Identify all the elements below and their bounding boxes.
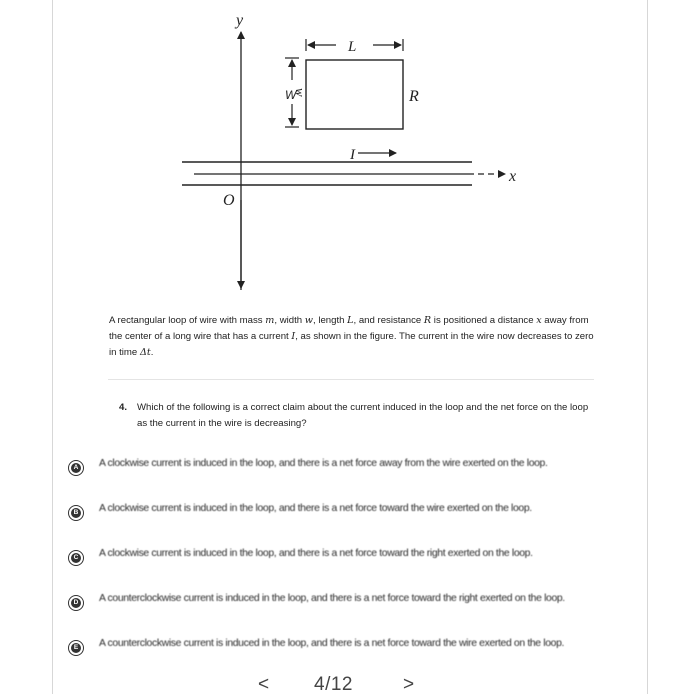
- choice-d-radio[interactable]: D: [68, 595, 84, 611]
- page-counter: 4/12: [314, 674, 353, 695]
- pagination: [228, 668, 428, 694]
- var-x: x: [536, 315, 542, 326]
- choice-a-radio[interactable]: A: [68, 460, 84, 476]
- var-L: L: [347, 315, 354, 326]
- prev-page-button[interactable]: <: [258, 674, 270, 695]
- width-label: W: [285, 88, 297, 102]
- choice-c-radio[interactable]: C: [68, 550, 84, 566]
- physics-figure: [0, 0, 700, 300]
- next-page-button[interactable]: >: [403, 674, 415, 695]
- var-dt: Δt: [139, 347, 151, 359]
- choice-e-text: A counterclockwise current is induced in the loop, and there is a net force toward the wire exerted on the loop.: [99, 638, 565, 649]
- var-I: I: [291, 331, 296, 343]
- choice-b-radio[interactable]: B: [68, 505, 84, 521]
- y-axis-label: y: [236, 12, 244, 29]
- length-label: L: [348, 39, 357, 55]
- choice-a-text: A clockwise current is induced in the loop, and there is a net force away from the wire exerted on the loop.: [99, 458, 548, 469]
- problem-passage: A rectangular loop of wire with mass m, width w, length L, and resistance R is positioned a distance x away from the center of a long wire that has a current I, as shown in the figure. The current in the wire now decreases to zero in time Δt.: [109, 315, 594, 359]
- resistance-label: R: [409, 88, 419, 105]
- choice-b-text: A clockwise current is induced in the loop, and there is a net force toward the wire exerted on the loop.: [99, 503, 532, 514]
- current-label: I: [350, 147, 355, 163]
- question: [119, 400, 599, 431]
- question-number: 4.: [119, 402, 128, 413]
- divider: [108, 379, 594, 380]
- width-side-label: w: [293, 88, 308, 97]
- choice-d-text: A counterclockwise current is induced in the loop, and there is a net force toward the right exerted on the loop.: [99, 593, 565, 604]
- wire-loop: [306, 60, 403, 129]
- var-R: R: [423, 315, 432, 326]
- question-text: Which of the following is a correct claim about the current induced in the loop and the net force on the loop as the current in the wire is decreasing?: [137, 402, 589, 429]
- choice-c-text: A clockwise current is induced in the loop, and there is a net force toward the right exerted on the loop.: [99, 548, 533, 559]
- var-m: m: [265, 315, 275, 326]
- var-w: w: [304, 315, 313, 326]
- x-axis-label: x: [509, 168, 517, 185]
- choice-e-radio[interactable]: E: [68, 640, 84, 656]
- origin-label: O: [223, 192, 235, 209]
